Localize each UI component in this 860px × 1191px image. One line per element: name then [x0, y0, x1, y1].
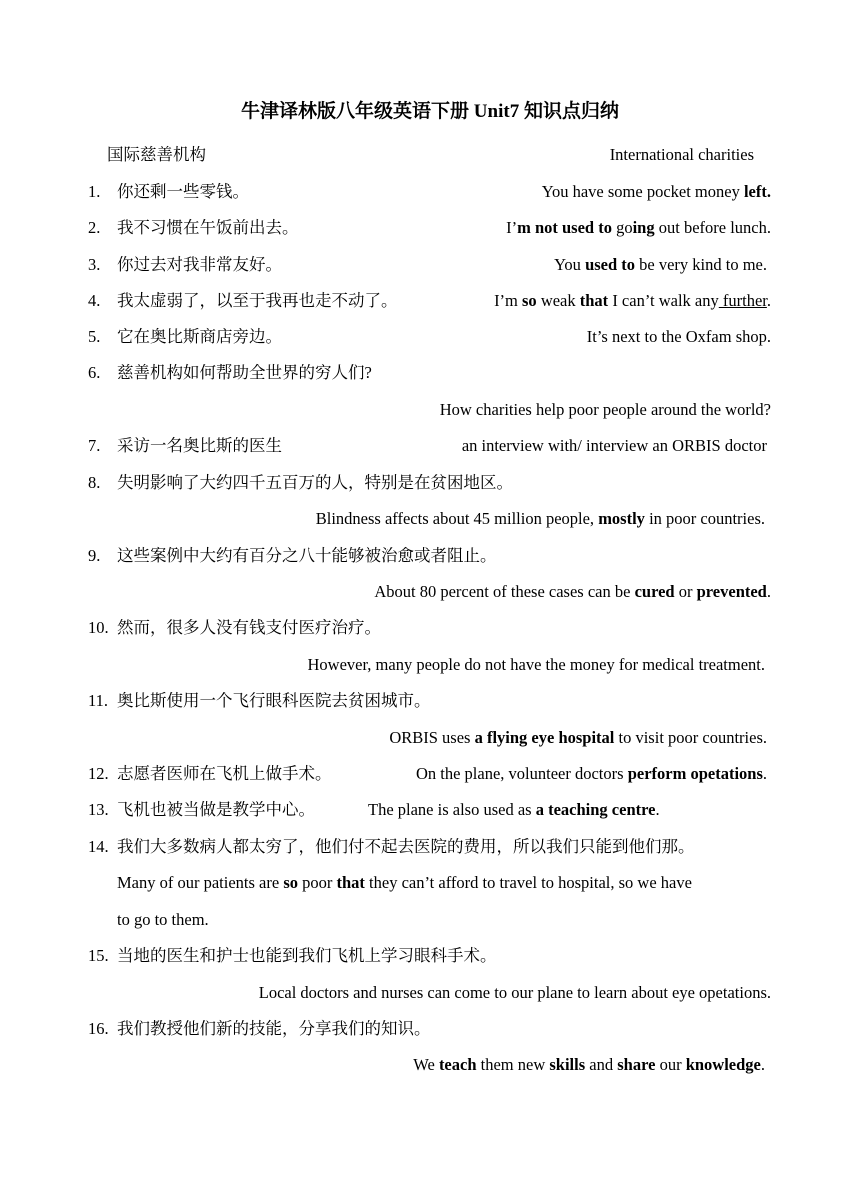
en-text: Blindness affects about 45 million people,: [315, 509, 599, 528]
en-text: You have some pocket money: [541, 182, 744, 201]
list-item: [0, 288, 860, 314]
item-en: [368, 797, 660, 823]
list-item: [0, 215, 860, 241]
list-item: [0, 615, 860, 641]
en-keyword: so: [522, 291, 537, 310]
en-text: .: [766, 582, 771, 601]
item-en: [506, 215, 771, 241]
item-en: How charities help poor people around the world?: [439, 400, 771, 419]
list-item: [0, 1016, 860, 1042]
en-keyword: cured: [634, 582, 675, 601]
item-zh: 我们教授他们新的技能，分享我们的知识。: [117, 1019, 431, 1038]
item-en: [374, 579, 771, 605]
list-item-continuation: [0, 652, 860, 678]
item-en: [554, 252, 767, 278]
item-number: 14.: [88, 837, 109, 856]
en-text: to visit poor countries.: [614, 728, 767, 747]
en-text: our: [655, 1055, 686, 1074]
list-item-continuation: [0, 980, 860, 1006]
item-en: to go to them.: [117, 910, 209, 929]
list-item-continuation: [0, 907, 860, 933]
item-number: 3.: [88, 255, 101, 274]
en-text: they can’t afford to travel to hospital, so we have: [364, 873, 692, 892]
en-keyword: left.: [743, 182, 771, 201]
list-item: [0, 179, 860, 205]
en-text: .: [760, 1055, 765, 1074]
list-item-continuation: [0, 870, 860, 896]
en-text: out before lunch.: [654, 218, 771, 237]
list-item: [0, 324, 860, 350]
en-text: them new: [476, 1055, 550, 1074]
list-item: [0, 470, 860, 496]
item-en: [389, 725, 767, 751]
en-text: On the plane, volunteer doctors: [415, 764, 628, 783]
item-en: [413, 1052, 765, 1078]
en-keyword: so: [283, 873, 298, 892]
en-text: I can’t walk any: [608, 291, 719, 310]
en-keyword: prevented: [696, 582, 767, 601]
item-en: [542, 179, 771, 205]
en-text: About 80 percent of these cases can be: [374, 582, 635, 601]
en-keyword: used to: [585, 255, 636, 274]
item-en: However, many people do not have the money for medical treatment.: [307, 655, 765, 674]
en-text: ORBIS uses: [389, 728, 475, 747]
en-keyword: ing: [632, 218, 655, 237]
list-item-continuation: [0, 725, 860, 751]
item-en: [494, 288, 771, 314]
item-zh: 采访一名奥比斯的医生: [117, 436, 282, 455]
item-number: 5.: [88, 327, 101, 346]
item-zh: 飞机也被当做是教学中心。: [117, 800, 315, 819]
item-zh: 这些案例中大约有百分之八十能够被治愈或者阻止。: [117, 546, 497, 565]
page-title: 牛津译林版八年级英语下册 Unit7 知识点归纳: [241, 101, 619, 122]
en-text: weak: [536, 291, 580, 310]
list-item: [0, 360, 860, 386]
item-number: 1.: [88, 182, 101, 201]
en-keyword: that: [336, 873, 365, 892]
item-number: 4.: [88, 291, 101, 310]
en-keyword: mostly: [598, 509, 645, 528]
item-number: 16.: [88, 1019, 109, 1038]
en-keyword: knowledge: [685, 1055, 761, 1074]
list-item-continuation: [0, 579, 860, 605]
en-keyword: teach: [438, 1055, 477, 1074]
item-en: It’s next to the Oxfam shop.: [586, 327, 771, 346]
item-number: 10.: [88, 618, 109, 637]
en-keyword: perform opetations: [627, 764, 763, 783]
item-number: 6.: [88, 363, 101, 382]
list-item: [0, 834, 860, 860]
en-text: .: [762, 764, 767, 783]
en-text: Many of our patients are: [117, 873, 284, 892]
item-zh: 志愿者医师在飞机上做手术。: [117, 764, 332, 783]
en-keyword: a teaching centre: [535, 800, 656, 819]
item-number: 9.: [88, 546, 101, 565]
en-text: We: [413, 1055, 439, 1074]
item-zh: 当地的医生和护士也能到我们飞机上学习眼科手术。: [117, 946, 497, 965]
en-text: or: [674, 582, 697, 601]
item-zh: 你过去对我非常友好。: [117, 255, 282, 274]
en-text: poor: [298, 873, 337, 892]
item-number: 7.: [88, 436, 101, 455]
item-number: 15.: [88, 946, 109, 965]
list-item-continuation: [0, 397, 860, 423]
item-zh: 然而，很多人没有钱支付医疗治疗。: [117, 618, 381, 637]
heading-zh: 国际慈善机构: [107, 145, 206, 164]
heading-en: International charities: [609, 145, 754, 164]
en-text: and: [585, 1055, 618, 1074]
item-zh: 失明影响了大约四千五百万的人，特别是在贫困地区。: [117, 473, 513, 492]
en-keyword: a flying eye hospital: [474, 728, 615, 747]
en-text: I’m: [494, 291, 523, 310]
item-number: 2.: [88, 218, 101, 237]
list-item-continuation: [0, 506, 860, 532]
list-item: [0, 688, 860, 714]
en-text: .: [766, 291, 771, 310]
item-en: [316, 506, 765, 532]
item-number: 8.: [88, 473, 101, 492]
item-en: [416, 761, 767, 787]
en-text: .: [655, 800, 660, 819]
list-item: [0, 433, 860, 459]
en-underlined: further: [718, 291, 767, 310]
en-text: go: [611, 218, 633, 237]
en-text: I’: [506, 218, 518, 237]
list-item-continuation: [0, 1052, 860, 1078]
en-text: You: [554, 255, 586, 274]
list-item: [0, 761, 860, 787]
item-en: an interview with/ interview an ORBIS doctor: [461, 436, 767, 455]
item-zh: 我太虚弱了，以至于我再也走不动了。: [117, 291, 398, 310]
item-zh: 它在奥比斯商店旁边。: [117, 327, 282, 346]
en-text: in poor countries.: [644, 509, 765, 528]
item-number: 12.: [88, 764, 109, 783]
en-keyword: share: [617, 1055, 656, 1074]
en-text: The plane is also used as: [368, 800, 536, 819]
item-zh: 慈善机构如何帮助全世界的穷人们?: [117, 363, 372, 382]
item-zh: 你还剩一些零钱。: [117, 182, 249, 201]
list-item: [0, 943, 860, 969]
en-keyword: m not used to: [517, 218, 612, 237]
en-text: be very kind to me.: [635, 255, 767, 274]
item-zh: 奥比斯使用一个飞行眼科医院去贫困城市。: [117, 691, 431, 710]
item-en: [117, 870, 692, 896]
list-item: [0, 252, 860, 278]
list-item: [0, 797, 860, 823]
item-zh: 我不习惯在午饭前出去。: [117, 218, 299, 237]
item-en: Local doctors and nurses can come to our plane to learn about eye opetations.: [258, 983, 771, 1002]
item-number: 13.: [88, 800, 109, 819]
en-keyword: skills: [549, 1055, 586, 1074]
item-zh: 我们大多数病人都太穷了，他们付不起去医院的费用，所以我们只能到他们那。: [117, 837, 695, 856]
list-item: [0, 543, 860, 569]
section-heading: [0, 142, 860, 168]
en-keyword: that: [579, 291, 609, 310]
item-number: 11.: [88, 691, 109, 710]
